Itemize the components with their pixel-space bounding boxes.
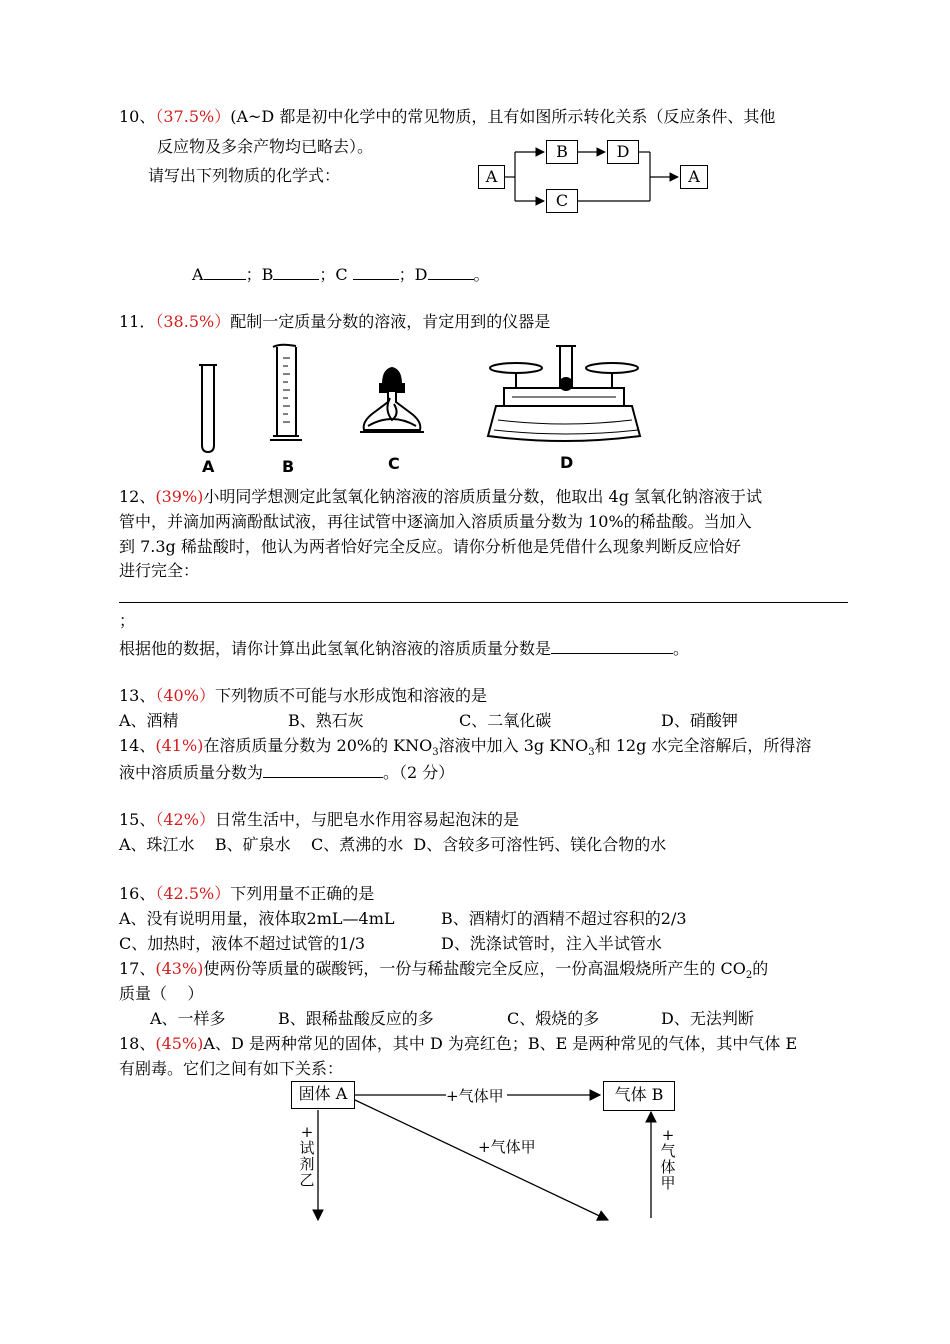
q14-end: 。（2 分） (383, 763, 455, 782)
q13-text: 下列物质不可能与水形成饱和溶液的是 (214, 686, 487, 705)
q18-left-label-0: + (300, 1123, 314, 1141)
q11-label-d: D (560, 453, 574, 472)
q14-text-a: 在溶质质量分数为 20%的 KNO (203, 736, 433, 755)
q14-text-line2: 液中溶质质量分数为 (119, 763, 264, 782)
q10-number: 10、 (119, 107, 156, 126)
q17-sub: 2 (745, 970, 753, 982)
q11-label-b: B (282, 457, 295, 476)
q10-text-line3: 请写出下列物质的化学式： (148, 166, 341, 185)
q14-percent: (41%) (155, 736, 204, 755)
q10-answer-d-label: ；D (398, 265, 428, 284)
q17-percent: (43%) (155, 959, 204, 978)
q18-right-label-1: 气 (660, 1142, 676, 1160)
q18-right-label-2: 体 (660, 1158, 676, 1176)
q13-option-a[interactable]: A、酒精 (119, 711, 179, 730)
q17-text-line2: 质量（ ） (119, 984, 204, 1003)
q11-label-c: C (388, 454, 400, 473)
q10-box-a-start: A (478, 165, 505, 189)
q15-options[interactable]: A、珠江水 B、矿泉水 C、煮沸的水 D、含较多可溶性钙、镁化合物的水 (119, 835, 667, 854)
q10-box-b: B (546, 140, 578, 164)
q10-text-line2: 反应物及多余产物均已略去）。 (157, 137, 374, 156)
q15-number: 15、 (119, 810, 156, 829)
q18-right-label-0: + (661, 1126, 675, 1144)
q14-sub2: 3 (588, 747, 595, 759)
q16-option-d[interactable]: D、洗涤试管时，注入半试管水 (441, 934, 662, 953)
q11-text: 配制一定质量分数的溶液，肯定用到的仪器是 (230, 312, 551, 331)
q11-percent: （38.5%） (155, 312, 231, 331)
q18-left-arrow-label (298, 1124, 316, 1188)
q12-text-line1: 小明同学想测定此氢氧化钠溶液的溶质质量分数，他取出 4g 氢氧化钠溶液于试 (203, 487, 763, 506)
q13-option-b[interactable]: B、熟石灰 (288, 711, 364, 730)
q13-option-d[interactable]: D、硝酸钾 (661, 711, 738, 730)
q13-number: 13、 (119, 686, 156, 705)
q13-option-c[interactable]: C、二氧化碳 (459, 711, 552, 730)
q17-text-a: 使两份等质量的碳酸钙，一份与稀盐酸完全反应，一份高温煅烧所产生的 CO (203, 959, 746, 978)
q18-diag-arrow-label: +气体甲 (478, 1138, 536, 1156)
q18-box-solid-a: 固体 A (291, 1081, 355, 1109)
q18-text-line2: 有剧毒。它们之间有如下关系： (119, 1059, 344, 1078)
q16-number: 16、 (119, 884, 156, 903)
q16-text: 下列用量不正确的是 (230, 884, 375, 903)
q16-percent: （42.5%） (155, 884, 231, 903)
q18-text-line1: A、D 是两种常见的固体，其中 D 为亮红色；B、E 是两种常见的气体，其中气体 E (203, 1034, 798, 1053)
q17-option-d[interactable]: D、无法判断 (661, 1009, 754, 1028)
q12-end: 。 (673, 639, 690, 658)
q16-option-a[interactable]: A、没有说明用量，液体取2mL—4mL (119, 909, 395, 928)
q17-text-b: 的 (752, 959, 769, 978)
q14-text-b: 溶液中加入 3g KNO (438, 736, 589, 755)
q17-number: 17、 (119, 959, 156, 978)
q17-option-b[interactable]: B、跟稀盐酸反应的多 (278, 1009, 434, 1028)
q11-label-a: A (202, 457, 215, 476)
q18-right-label-3: 甲 (660, 1174, 676, 1192)
q10-percent: （37.5%） (155, 107, 231, 126)
q18-right-arrow-label (659, 1127, 677, 1191)
q13-percent: （40%） (155, 686, 215, 705)
q10-box-d: D (607, 140, 639, 164)
q18-top-arrow-label: +气体甲 (446, 1087, 504, 1105)
q10-answer-c-label: ；C (319, 265, 353, 284)
q10-text-line1: (A~D 都是初中化学中的常见物质，且有如图所示转化关系（反应条件、其他 (230, 107, 776, 126)
q12-semicolon: ； (119, 611, 136, 630)
q10-answer-b-label: ；B (245, 265, 274, 284)
q12-text-line5: 根据他的数据，请你计算出此氢氧化钠溶液的溶质质量分数是 (119, 639, 552, 658)
q15-text: 日常生活中，与肥皂水作用容易起泡沫的是 (214, 810, 519, 829)
q16-option-b[interactable]: B、酒精灯的酒精不超过容积的2/3 (441, 909, 687, 928)
q10-answer-end: 。 (473, 265, 490, 284)
q12-text-line4: 进行完全： (119, 561, 200, 580)
q18-left-label-1: 试 (299, 1139, 315, 1157)
q17-option-c[interactable]: C、煅烧的多 (507, 1009, 600, 1028)
q14-sub1: 3 (432, 747, 439, 759)
q12-percent: (39%) (155, 487, 204, 506)
q17-option-a[interactable]: A、一样多 (150, 1009, 226, 1028)
q12-text-line2: 管中，并滴加两滴酚酞试液，再往试管中逐滴加入溶质质量分数为 10%的稀盐酸。当加入 (119, 512, 752, 531)
q11-number: 11． (119, 312, 156, 331)
q14-text-c: 和 12g 水完全溶解后，所得溶 (594, 736, 812, 755)
q12-number: 12、 (119, 487, 156, 506)
q18-left-label-3: 乙 (299, 1171, 315, 1189)
q15-percent: （42%） (155, 810, 215, 829)
q10-box-c: C (546, 189, 578, 213)
q18-box-gas-b: 气体 B (603, 1081, 675, 1111)
q10-box-a-end: A (680, 165, 708, 189)
q18-percent: (45%) (155, 1034, 204, 1053)
q12-text-line3: 到 7.3g 稀盐酸时，他认为两者恰好完全反应。请你分析他是凭借什么现象判断反应恰好 (119, 537, 741, 556)
q18-number: 18、 (119, 1034, 156, 1053)
q18-left-label-2: 剂 (299, 1155, 315, 1173)
q16-option-c[interactable]: C、加热时，液体不超过试管的1/3 (119, 934, 365, 953)
q10-answer-a-label: A (192, 265, 204, 284)
q14-number: 14、 (119, 736, 156, 755)
